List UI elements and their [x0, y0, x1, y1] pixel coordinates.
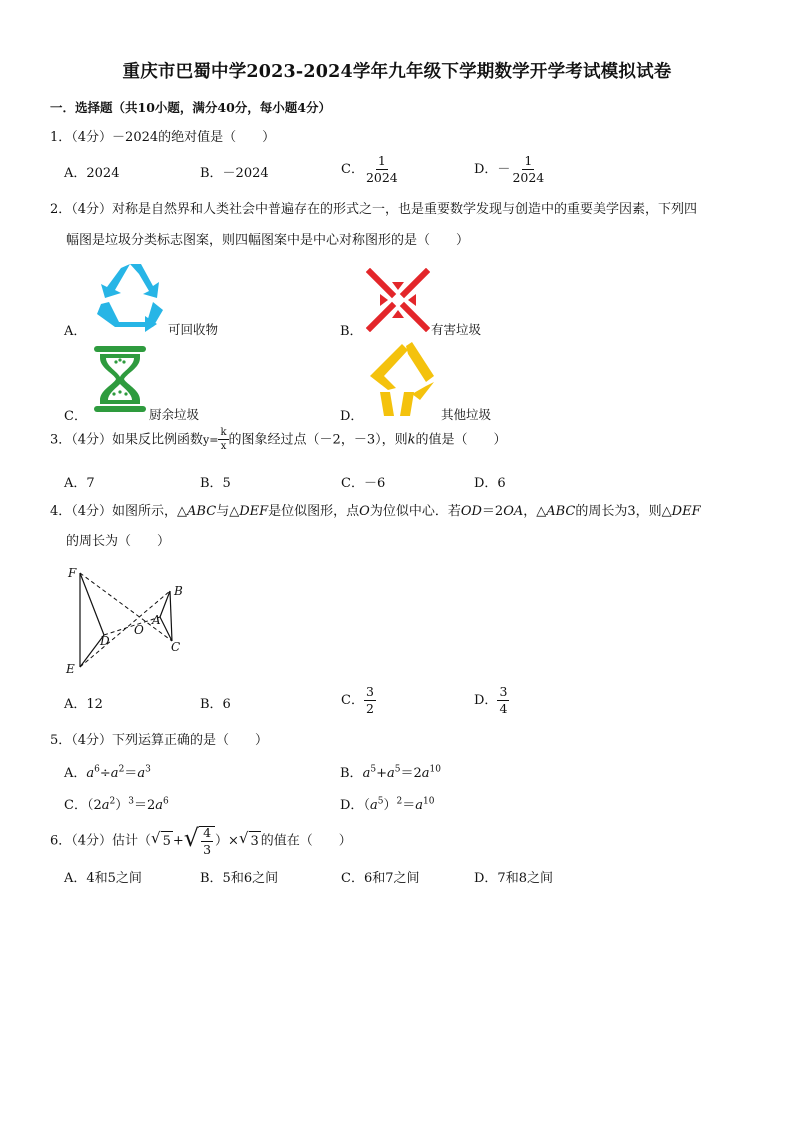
other-waste-icon — [366, 342, 438, 416]
q2-option-c-prefix: C． — [64, 409, 87, 424]
q2-option-d-prefix: D． — [340, 409, 364, 424]
question-4-line-1: 4．（4分）如图所示，△ABC与△DEF是位似图形，点O为位似中心．若OD＝2OA，△ABC的周长为3，则△DEF — [50, 504, 701, 519]
q2-option-c-label: 厨余垃圾 — [149, 407, 200, 422]
q2-option-b-label: 有害垃圾 — [431, 322, 482, 337]
page-title: 重庆市巴蜀中学2023-2024学年九年级下学期数学开学考试模拟试卷 — [122, 62, 672, 82]
kitchen-waste-icon — [92, 346, 148, 412]
q3-option-c: C．－6 — [341, 476, 386, 491]
q1-option-a: A．2024 — [64, 166, 120, 181]
label-a: A — [152, 613, 161, 627]
homothety-figure — [60, 563, 190, 678]
q1-option-b: B．－2024 — [200, 166, 269, 181]
q3-option-d: D．6 — [474, 476, 506, 491]
q6-option-c: C．6和7之间 — [341, 871, 420, 886]
question-1-stem: 1．（4分）－2024的绝对值是（ ） — [50, 130, 276, 145]
q6-option-b: B．5和6之间 — [200, 871, 279, 886]
q5-option-b: B．$a^5+a^5=2a^{10}$ — [340, 764, 441, 781]
q1-option-d: D．－ $\frac{1}{2024}$ — [474, 153, 545, 185]
harmful-waste-icon — [366, 268, 430, 332]
label-e: E — [66, 662, 75, 676]
q6-option-a: A．4和5之间 — [64, 871, 142, 886]
question-6-stem: 6．（4分）估计（ √ 5 + √ $\frac{4}{3}$ ）× √ 3 的值在（ ） — [50, 824, 352, 857]
q5-option-d: D．$(a^5)^2=a^{10}$ — [340, 796, 435, 813]
q2-option-a-label: 可回收物 — [168, 322, 219, 337]
q4-option-b: B．6 — [200, 697, 231, 712]
q3-option-a: A．7 — [64, 476, 95, 491]
question-4-line-2: 的周长为（ ） — [66, 534, 171, 549]
label-f: F — [68, 566, 77, 580]
section-heading: 一．选择题（共10小题，满分40分，每小题4分） — [50, 100, 331, 115]
q3-option-b: B．5 — [200, 476, 231, 491]
question-2-line-2: 幅图是垃圾分类标志图案，则四幅图案中是中心对称图形的是（ ） — [66, 233, 470, 248]
q2-option-a-prefix: A． — [64, 324, 87, 339]
q4-option-d: D． $\frac{3}{4}$ — [474, 684, 508, 716]
q4-option-c: C． $\frac{3}{2}$ — [341, 684, 374, 716]
q1-option-c: C． $\frac{1}{2024}$ — [341, 153, 398, 185]
q4-option-a: A．12 — [64, 697, 103, 712]
question-2-line-1: 2．（4分）对称是自然界和人类社会中普遍存在的形式之一，也是重要数学发现与创造中的重要美学因素，下列四 — [50, 202, 698, 217]
label-c: C — [171, 640, 181, 654]
question-5-stem: 5．（4分）下列运算正确的是（ ） — [50, 733, 269, 748]
q6-option-d: D．7和8之间 — [474, 871, 553, 886]
label-o: O — [134, 623, 144, 637]
label-b: B — [174, 584, 183, 598]
q5-option-c: C．$(2a^2)^3=2a^6$ — [64, 796, 169, 813]
recycle-icon — [93, 260, 167, 332]
question-3-stem: 3．（4分）如果反比例函数y= $\frac{k}{x}$ 的图象经过点（－2，－3），则k的值是（ ） — [50, 427, 507, 452]
q2-option-d-label: 其他垃圾 — [441, 407, 492, 422]
q5-option-a: A．$a^6\div a^2=a^3$ — [64, 764, 151, 781]
q2-option-b-prefix: B． — [340, 324, 363, 339]
label-d: D — [100, 634, 110, 648]
